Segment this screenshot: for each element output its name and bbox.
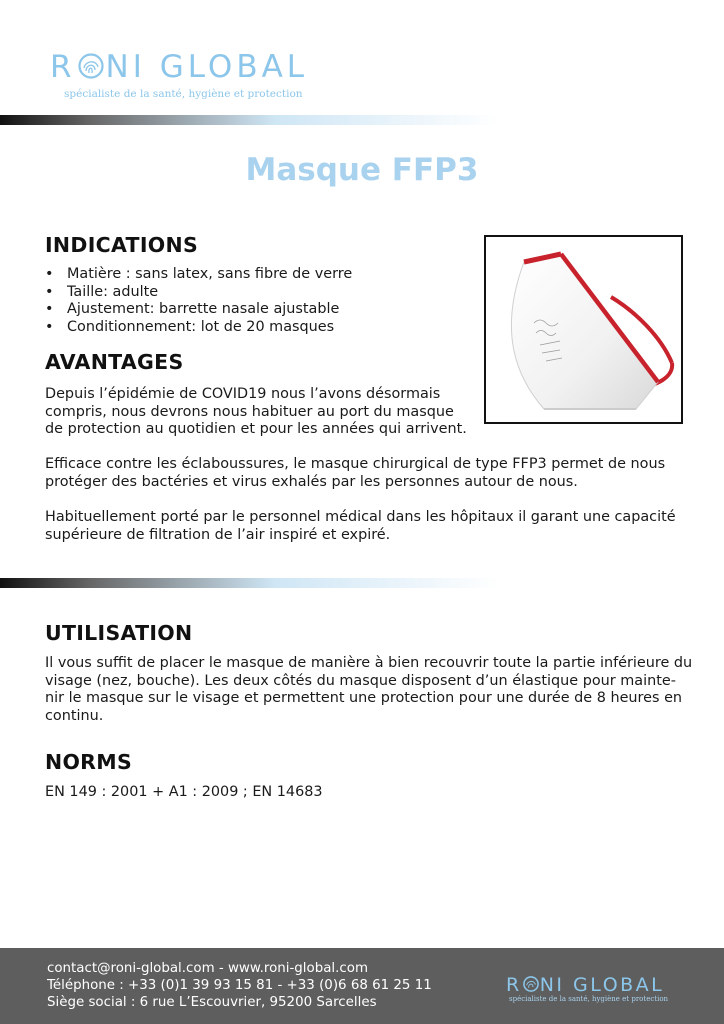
top-divider-bar <box>0 115 500 125</box>
ffp3-mask-photo <box>486 237 681 422</box>
text-line: supérieure de filtration de l’air inspiré et expiré. <box>45 526 391 543</box>
avantages-paragraph-2 <box>45 456 665 491</box>
utilisation-paragraph <box>45 655 692 725</box>
product-image-frame <box>484 235 683 424</box>
fingerprint-icon <box>523 976 539 992</box>
norms-text: EN 149 : 2001 + A1 : 2009 ; EN 14683 <box>45 784 323 800</box>
indications-heading: INDICATIONS <box>45 233 199 257</box>
text-line: Efficace contre les éclaboussures, le masque chirurgical de type FFP3 permet de nous <box>45 456 666 472</box>
text-line: Depuis l’épidémie de COVID19 nous l’avons désormais <box>45 386 441 402</box>
footer-contact: contact@roni-global.com - www.roni-global.com <box>47 961 369 976</box>
footer-brand-part1: R <box>506 974 522 996</box>
footer-address: Siège social : 6 rue L’Escouvrier, 95200 Sarcelles <box>47 995 377 1010</box>
middle-divider-bar <box>0 578 500 588</box>
text-line: protéger des bactéries et virus exhalés par les personnes autour de nous. <box>45 473 578 490</box>
list-item: • Ajustement: barrette nasale ajustable <box>45 301 352 319</box>
fingerprint-icon <box>78 53 104 79</box>
brand-tagline: spécialiste de la santé, hygiène et protection <box>64 88 303 100</box>
text-line: compris, nous devrons nous habituer au port du masque <box>45 403 454 420</box>
avantages-paragraph-3 <box>45 509 676 544</box>
list-item: • Matière : sans latex, sans fibre de verre <box>45 266 352 284</box>
footer-logo <box>506 974 664 996</box>
text-line: Il vous suffit de placer le masque de manière à bien recouvrir toute la partie inférieure du <box>45 655 693 671</box>
list-item: • Taille: adulte <box>45 284 352 302</box>
utilisation-heading: UTILISATION <box>45 621 193 645</box>
text-line: de protection au quotidien et pour les années qui arrivent. <box>45 421 467 438</box>
indications-list <box>45 266 352 336</box>
footer-brand-part2: NI GLOBAL <box>539 974 665 996</box>
text-line: visage (nez, bouche). Les deux côtés du masque disposent d’un élastique pour mainte- <box>45 672 676 689</box>
page-title: Masque FFP3 <box>245 152 479 188</box>
text-line: nir le masque sur le visage et permettent une protection pour une durée de 8 heures en <box>45 690 683 707</box>
footer-tagline: spécialiste de la santé, hygiène et protection <box>509 995 669 1003</box>
brand-name-part1: R <box>50 49 76 85</box>
avantages-heading: AVANTAGES <box>45 350 184 374</box>
text-line: continu. <box>45 707 104 724</box>
brand-name-part2: NI GLOBAL <box>105 49 309 85</box>
footer-phone: Téléphone : +33 (0)1 39 93 15 81 - +33 (0)6 68 61 25 11 <box>47 978 432 993</box>
brand-logo <box>50 49 309 85</box>
avantages-paragraph-1 <box>45 386 467 439</box>
text-line: Habituellement porté par le personnel médical dans les hôpitaux il garant une capacité <box>45 509 676 525</box>
norms-heading: NORMS <box>45 750 133 774</box>
list-item: • Conditionnement: lot de 20 masques <box>45 319 352 337</box>
